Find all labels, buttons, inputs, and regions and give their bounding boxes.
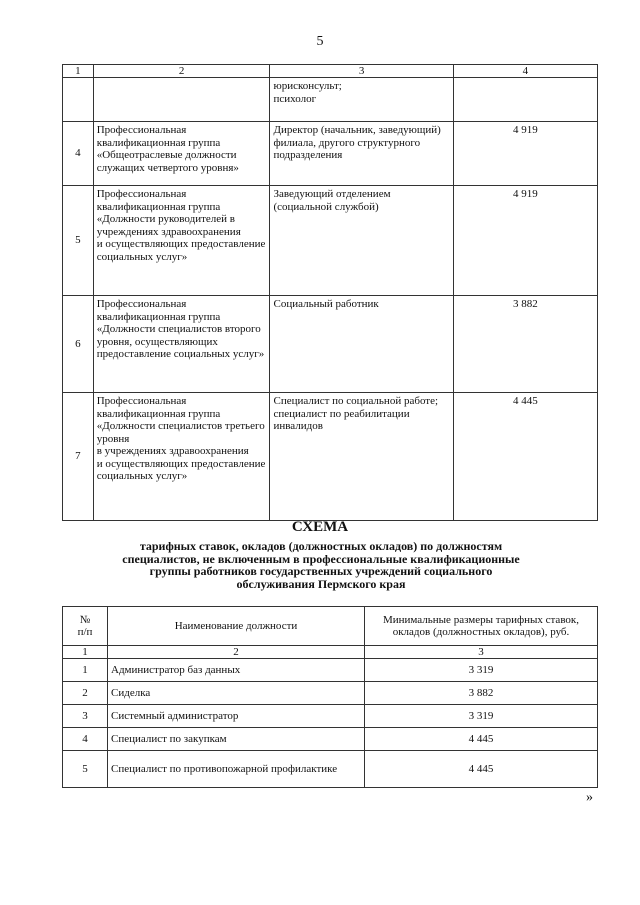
- row-number: 4: [63, 728, 108, 751]
- closing-quote: »: [586, 790, 593, 805]
- table-header-row: [63, 65, 598, 78]
- salary-cell: 4 445: [453, 393, 597, 521]
- salary-cell: 3 882: [453, 296, 597, 393]
- positions-cell: Специалист по социальной работе; специалист по реабилитации инвалидов: [270, 393, 453, 521]
- header-min-rate: Минимальные размеры тарифных ставок, окладов (должностных окладов), руб.: [365, 607, 598, 646]
- specialist-rates-table: [62, 606, 598, 788]
- table-row: [63, 659, 598, 682]
- row-number: 6: [63, 296, 94, 393]
- col-number-3: 3: [365, 646, 598, 659]
- qualification-groups-table: [62, 64, 598, 521]
- rate-value: 3 882: [365, 682, 598, 705]
- rate-value: 4 445: [365, 728, 598, 751]
- col-number-2: 2: [108, 646, 365, 659]
- header-number-row: [63, 646, 598, 659]
- table-row: [63, 728, 598, 751]
- table-row: [63, 122, 598, 186]
- position-name: Системный администратор: [108, 705, 365, 728]
- row-number: 7: [63, 393, 94, 521]
- header-position-name: Наименование должности: [108, 607, 365, 646]
- positions-cell: Директор (начальник, заведующий) филиала, другого структурного подразделения: [270, 122, 453, 186]
- row-number: 4: [63, 122, 94, 186]
- positions-cell: Социальный работник: [270, 296, 453, 393]
- salary-cell: 4 919: [453, 186, 597, 296]
- position-name: Специалист по противопожарной профилактике: [108, 751, 365, 788]
- table-header-row: [63, 607, 598, 646]
- header-col-3: 3: [270, 65, 453, 78]
- table-row: [63, 296, 598, 393]
- positions-cell: Заведующий отделением (социальной службой): [270, 186, 453, 296]
- row-number: 5: [63, 186, 94, 296]
- row-number: 2: [63, 682, 108, 705]
- table-row: [63, 682, 598, 705]
- rate-value: 4 445: [365, 751, 598, 788]
- header-col-4: 4: [453, 65, 597, 78]
- table-row: [63, 705, 598, 728]
- table-row: [63, 393, 598, 521]
- position-name: Сиделка: [108, 682, 365, 705]
- row-number: 3: [63, 705, 108, 728]
- header-col-1: 1: [63, 65, 94, 78]
- table-row: [63, 751, 598, 788]
- positions-cell: юрисконсульт; психолог: [270, 78, 453, 122]
- rate-value: 3 319: [365, 705, 598, 728]
- header-number: № п/п: [63, 607, 108, 646]
- col-number-1: 1: [63, 646, 108, 659]
- schema-subtitle: тарифных ставок, окладов (должностных окладов) по должностям специалистов, не включенным в профессиональные квалификационные группы работников государственных учреждений социального обслуживания Пермского края: [122, 539, 520, 591]
- rate-value: 3 319: [365, 659, 598, 682]
- group-cell: Профессиональная квалификационная группа «Общеотраслевые должности служащих четвертого уровня»: [93, 122, 270, 186]
- header-col-2: 2: [93, 65, 270, 78]
- position-name: Специалист по закупкам: [108, 728, 365, 751]
- table-row: [63, 186, 598, 296]
- group-cell: Профессиональная квалификационная группа «Должности специалистов второго уровня, осуществляющих предоставление социальных услуг»: [93, 296, 270, 393]
- schema-title: СХЕМА: [291, 519, 349, 535]
- position-name: Администратор баз данных: [108, 659, 365, 682]
- row-number: 5: [63, 751, 108, 788]
- group-cell: Профессиональная квалификационная группа «Должности специалистов третьего уровня в учреждениях здравоохранения и осуществляющих предоставление социальных услуг»: [93, 393, 270, 521]
- group-cell: Профессиональная квалификационная группа «Должности руководителей в учреждениях здравоохранения и осуществляющих предоставление социальных услуг»: [93, 186, 270, 296]
- page-number: 5: [316, 34, 324, 49]
- table-row: [63, 78, 598, 122]
- row-number: 1: [63, 659, 108, 682]
- salary-cell: 4 919: [453, 122, 597, 186]
